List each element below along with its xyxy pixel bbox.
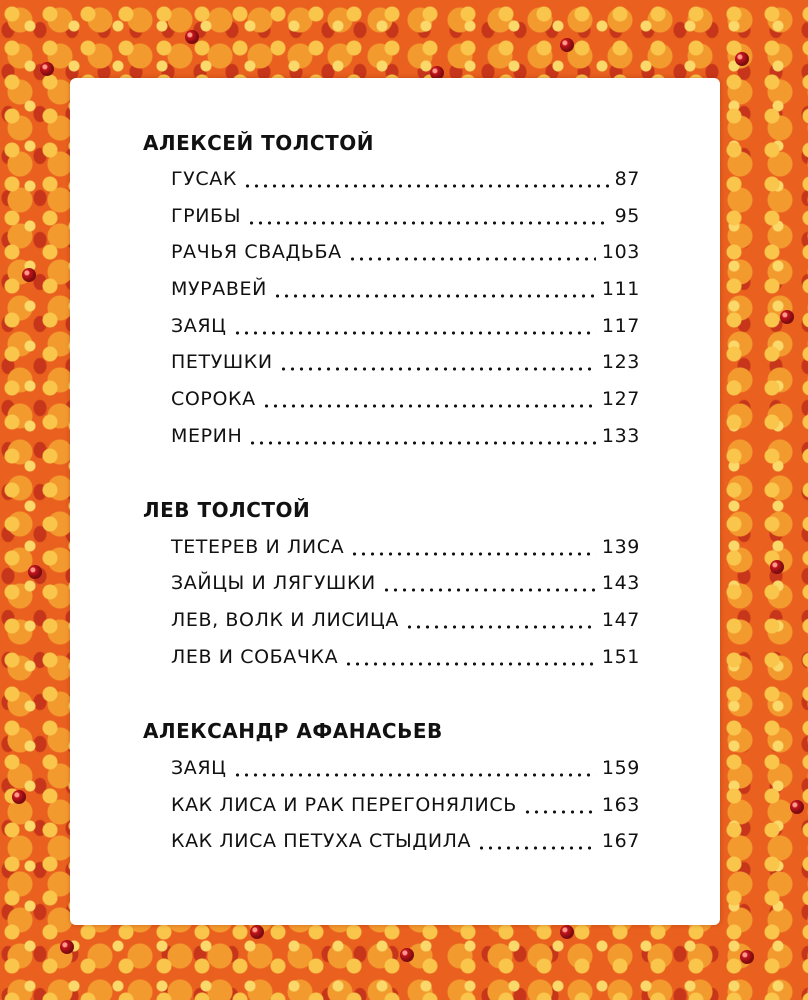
toc-entry[interactable] bbox=[171, 278, 640, 304]
entry-page: 151 bbox=[601, 646, 640, 668]
toc-entry[interactable] bbox=[171, 830, 640, 856]
entry-title: ГРИБЫ bbox=[171, 205, 242, 227]
author-heading: ЛЕВ ТОЛСТОЙ bbox=[143, 498, 311, 522]
entry-title: ЛЕВ, ВОЛК И ЛИСИЦА bbox=[171, 609, 399, 631]
entry-page: 147 bbox=[601, 609, 640, 631]
toc-entry[interactable] bbox=[171, 351, 640, 377]
toc-entry[interactable] bbox=[171, 646, 640, 672]
entry-title: ТЕТЕРЕВ И ЛИСА bbox=[171, 536, 345, 558]
entry-title: МУРАВЕЙ bbox=[171, 278, 267, 300]
red-berry-icon bbox=[780, 310, 794, 324]
leader-dots bbox=[382, 588, 596, 592]
entry-title: ЗАЯЦ bbox=[171, 315, 227, 337]
red-berry-icon bbox=[400, 948, 414, 962]
leader-dots bbox=[405, 625, 596, 629]
leader-dots bbox=[344, 662, 596, 666]
red-berry-icon bbox=[185, 30, 199, 44]
toc-entry[interactable] bbox=[171, 794, 640, 820]
entry-page: 139 bbox=[601, 536, 640, 558]
entry-title: ПЕТУШКИ bbox=[171, 351, 273, 373]
red-berry-icon bbox=[735, 52, 749, 66]
toc-entry[interactable] bbox=[171, 315, 640, 341]
red-berry-icon bbox=[740, 950, 754, 964]
red-berry-icon bbox=[560, 925, 574, 939]
entry-title: ЛЕВ И СОБАЧКА bbox=[171, 646, 339, 668]
red-berry-icon bbox=[560, 38, 574, 52]
leader-dots bbox=[350, 552, 596, 556]
entry-page: 87 bbox=[614, 168, 640, 190]
red-berry-icon bbox=[770, 560, 784, 574]
red-berry-icon bbox=[28, 565, 42, 579]
leader-dots bbox=[477, 846, 596, 850]
leader-dots bbox=[247, 221, 609, 225]
entry-title: ЗАЙЦЫ И ЛЯГУШКИ bbox=[171, 572, 376, 594]
author-heading: АЛЕКСЕЙ ТОЛСТОЙ bbox=[143, 131, 374, 155]
entry-page: 167 bbox=[601, 830, 640, 852]
toc-entry[interactable] bbox=[171, 425, 640, 451]
entry-page: 163 bbox=[601, 794, 640, 816]
author-heading: АЛЕКСАНДР АФАНАСЬЕВ bbox=[143, 719, 443, 743]
red-berry-icon bbox=[22, 268, 36, 282]
entry-page: 143 bbox=[601, 572, 640, 594]
red-berry-icon bbox=[250, 925, 264, 939]
toc-entry[interactable] bbox=[171, 757, 640, 783]
entry-title: КАК ЛИСА И РАК ПЕРЕГОНЯЛИСЬ bbox=[171, 794, 517, 816]
toc-entry[interactable] bbox=[171, 388, 640, 414]
entry-page: 123 bbox=[601, 351, 640, 373]
entry-page: 103 bbox=[601, 241, 640, 263]
toc-entry[interactable] bbox=[171, 609, 640, 635]
leader-dots bbox=[233, 331, 596, 335]
entry-title: МЕРИН bbox=[171, 425, 243, 447]
toc-entry[interactable] bbox=[171, 572, 640, 598]
toc-entry[interactable] bbox=[171, 205, 640, 231]
leader-dots bbox=[273, 294, 596, 298]
toc-entry[interactable] bbox=[171, 241, 640, 267]
leader-dots bbox=[248, 441, 596, 445]
entry-title: РАЧЬЯ СВАДЬБА bbox=[171, 241, 342, 263]
entry-page: 117 bbox=[601, 315, 640, 337]
leader-dots bbox=[233, 773, 596, 777]
toc-entry[interactable] bbox=[171, 168, 640, 194]
leader-dots bbox=[262, 404, 596, 408]
red-berry-icon bbox=[40, 62, 54, 76]
leader-dots bbox=[348, 257, 596, 261]
red-berry-icon bbox=[790, 800, 804, 814]
entry-page: 127 bbox=[601, 388, 640, 410]
red-berry-icon bbox=[12, 790, 26, 804]
red-berry-icon bbox=[60, 940, 74, 954]
toc-entry[interactable] bbox=[171, 536, 640, 562]
leader-dots bbox=[523, 810, 596, 814]
entry-title: СОРОКА bbox=[171, 388, 256, 410]
entry-page: 133 bbox=[601, 425, 640, 447]
entry-page: 111 bbox=[601, 278, 640, 300]
entry-page: 159 bbox=[601, 757, 640, 779]
leader-dots bbox=[243, 184, 609, 188]
leader-dots bbox=[279, 367, 596, 371]
entry-title: ЗАЯЦ bbox=[171, 757, 227, 779]
entry-title: ГУСАК bbox=[171, 168, 237, 190]
entry-page: 95 bbox=[614, 205, 640, 227]
entry-title: КАК ЛИСА ПЕТУХА СТЫДИЛА bbox=[171, 830, 472, 852]
